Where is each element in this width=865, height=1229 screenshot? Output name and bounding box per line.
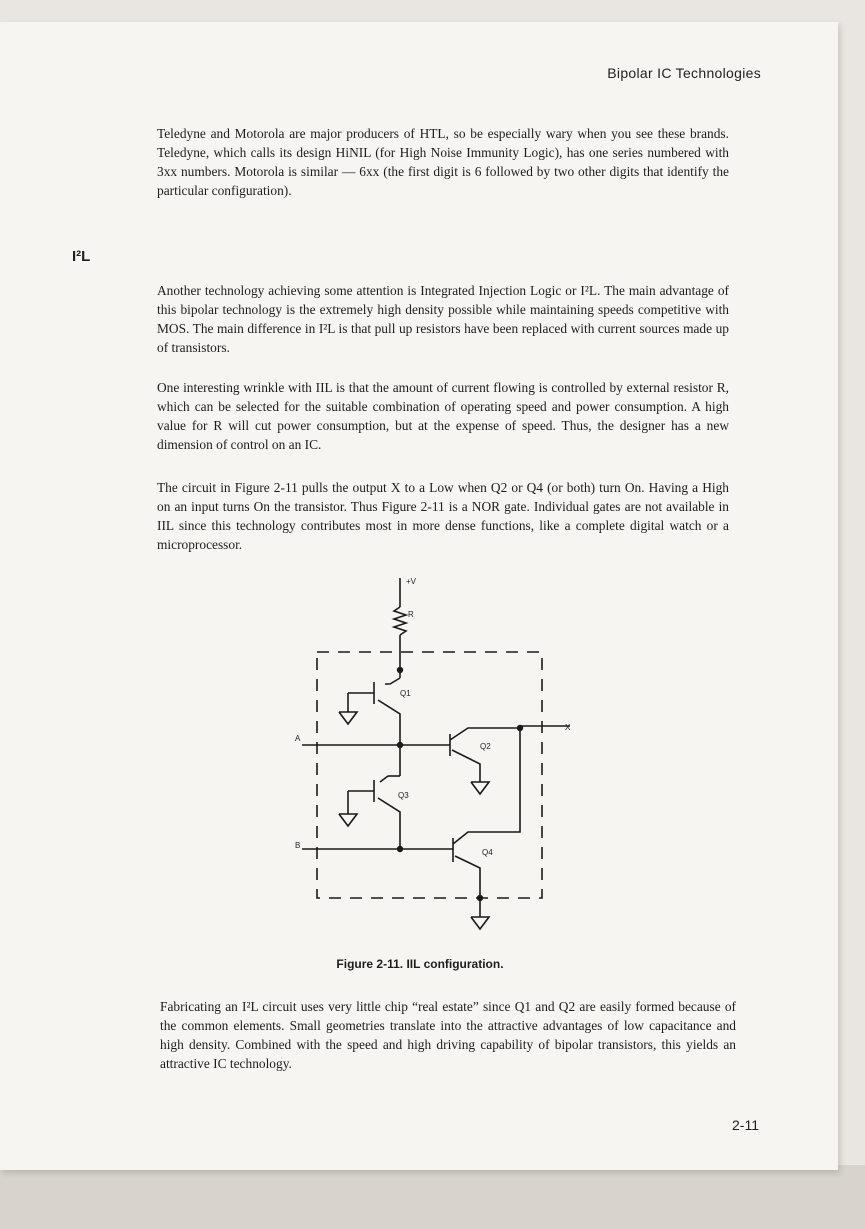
circuit-wires (302, 578, 570, 929)
page-number: 2-11 (732, 1117, 759, 1133)
page-shadow (0, 1165, 865, 1229)
circuit-junctions (397, 667, 523, 901)
label-resistor: R (408, 610, 414, 619)
iil-circuit-diagram (290, 572, 590, 947)
label-supply: +V (406, 577, 417, 586)
label-input-a: A (295, 734, 301, 743)
paragraph-i2l-intro: Another technology achieving some attention is Integrated Injection Logic or I²L. The main advantage of this bipolar technology is the extremely high density possible while maintaining speeds competitive with MOS. The main difference in I²L is that pull up resistors have been replaced with current sources made up of transistors. (157, 283, 729, 355)
label-input-b: B (295, 841, 301, 850)
figure-caption: Figure 2-11. IIL configuration. (336, 957, 504, 971)
label-q4: Q4 (482, 848, 493, 857)
label-output-x: X (565, 723, 571, 732)
paragraph-htl-producers: Teledyne and Motorola are major producers of HTL, so be especially wary when you see these brands. Teledyne, which calls its design HiNIL (for High Noise Immunity Logic), has one series numbered with 3xx numbers. Motorola is similar — 6xx (the first digit is 6 followed by two other digits that identify the particular configuration). (157, 126, 729, 198)
label-q1: Q1 (400, 689, 411, 698)
chip-boundary (317, 652, 542, 898)
paragraph-nor-gate: The circuit in Figure 2-11 pulls the output X to a Low when Q2 or Q4 (or both) turn On. Having a High on an input turns On the transistor. Thus Figure 2-11 is a NOR gate. Individual gates are not available in IIL since this technology contributes most in more dense functions, like a complete digital watch or a microprocessor. (157, 480, 729, 552)
paragraph-resistor-control: One interesting wrinkle with IIL is that the amount of current flowing is controlled by external resistor R, which can be selected for the suitable combination of operating speed and power consumption. A high value for R will cut power consumption, but at the expense of speed. Thus, the designer has a new dimension of control on an IC. (157, 380, 729, 452)
label-q2: Q2 (480, 742, 491, 751)
running-head: Bipolar IC Technologies (607, 65, 761, 81)
section-heading: I²L (72, 248, 91, 265)
paragraph-fabrication: Fabricating an I²L circuit uses very little chip “real estate” since Q1 and Q2 are easily formed because of the common elements. Small geometries translate into the attractive advantages of low capacitance and high density. Combined with the speed and high driving capability of bipolar transistors, this yields an attractive IC technology. (160, 999, 736, 1071)
label-q3: Q3 (398, 791, 409, 800)
